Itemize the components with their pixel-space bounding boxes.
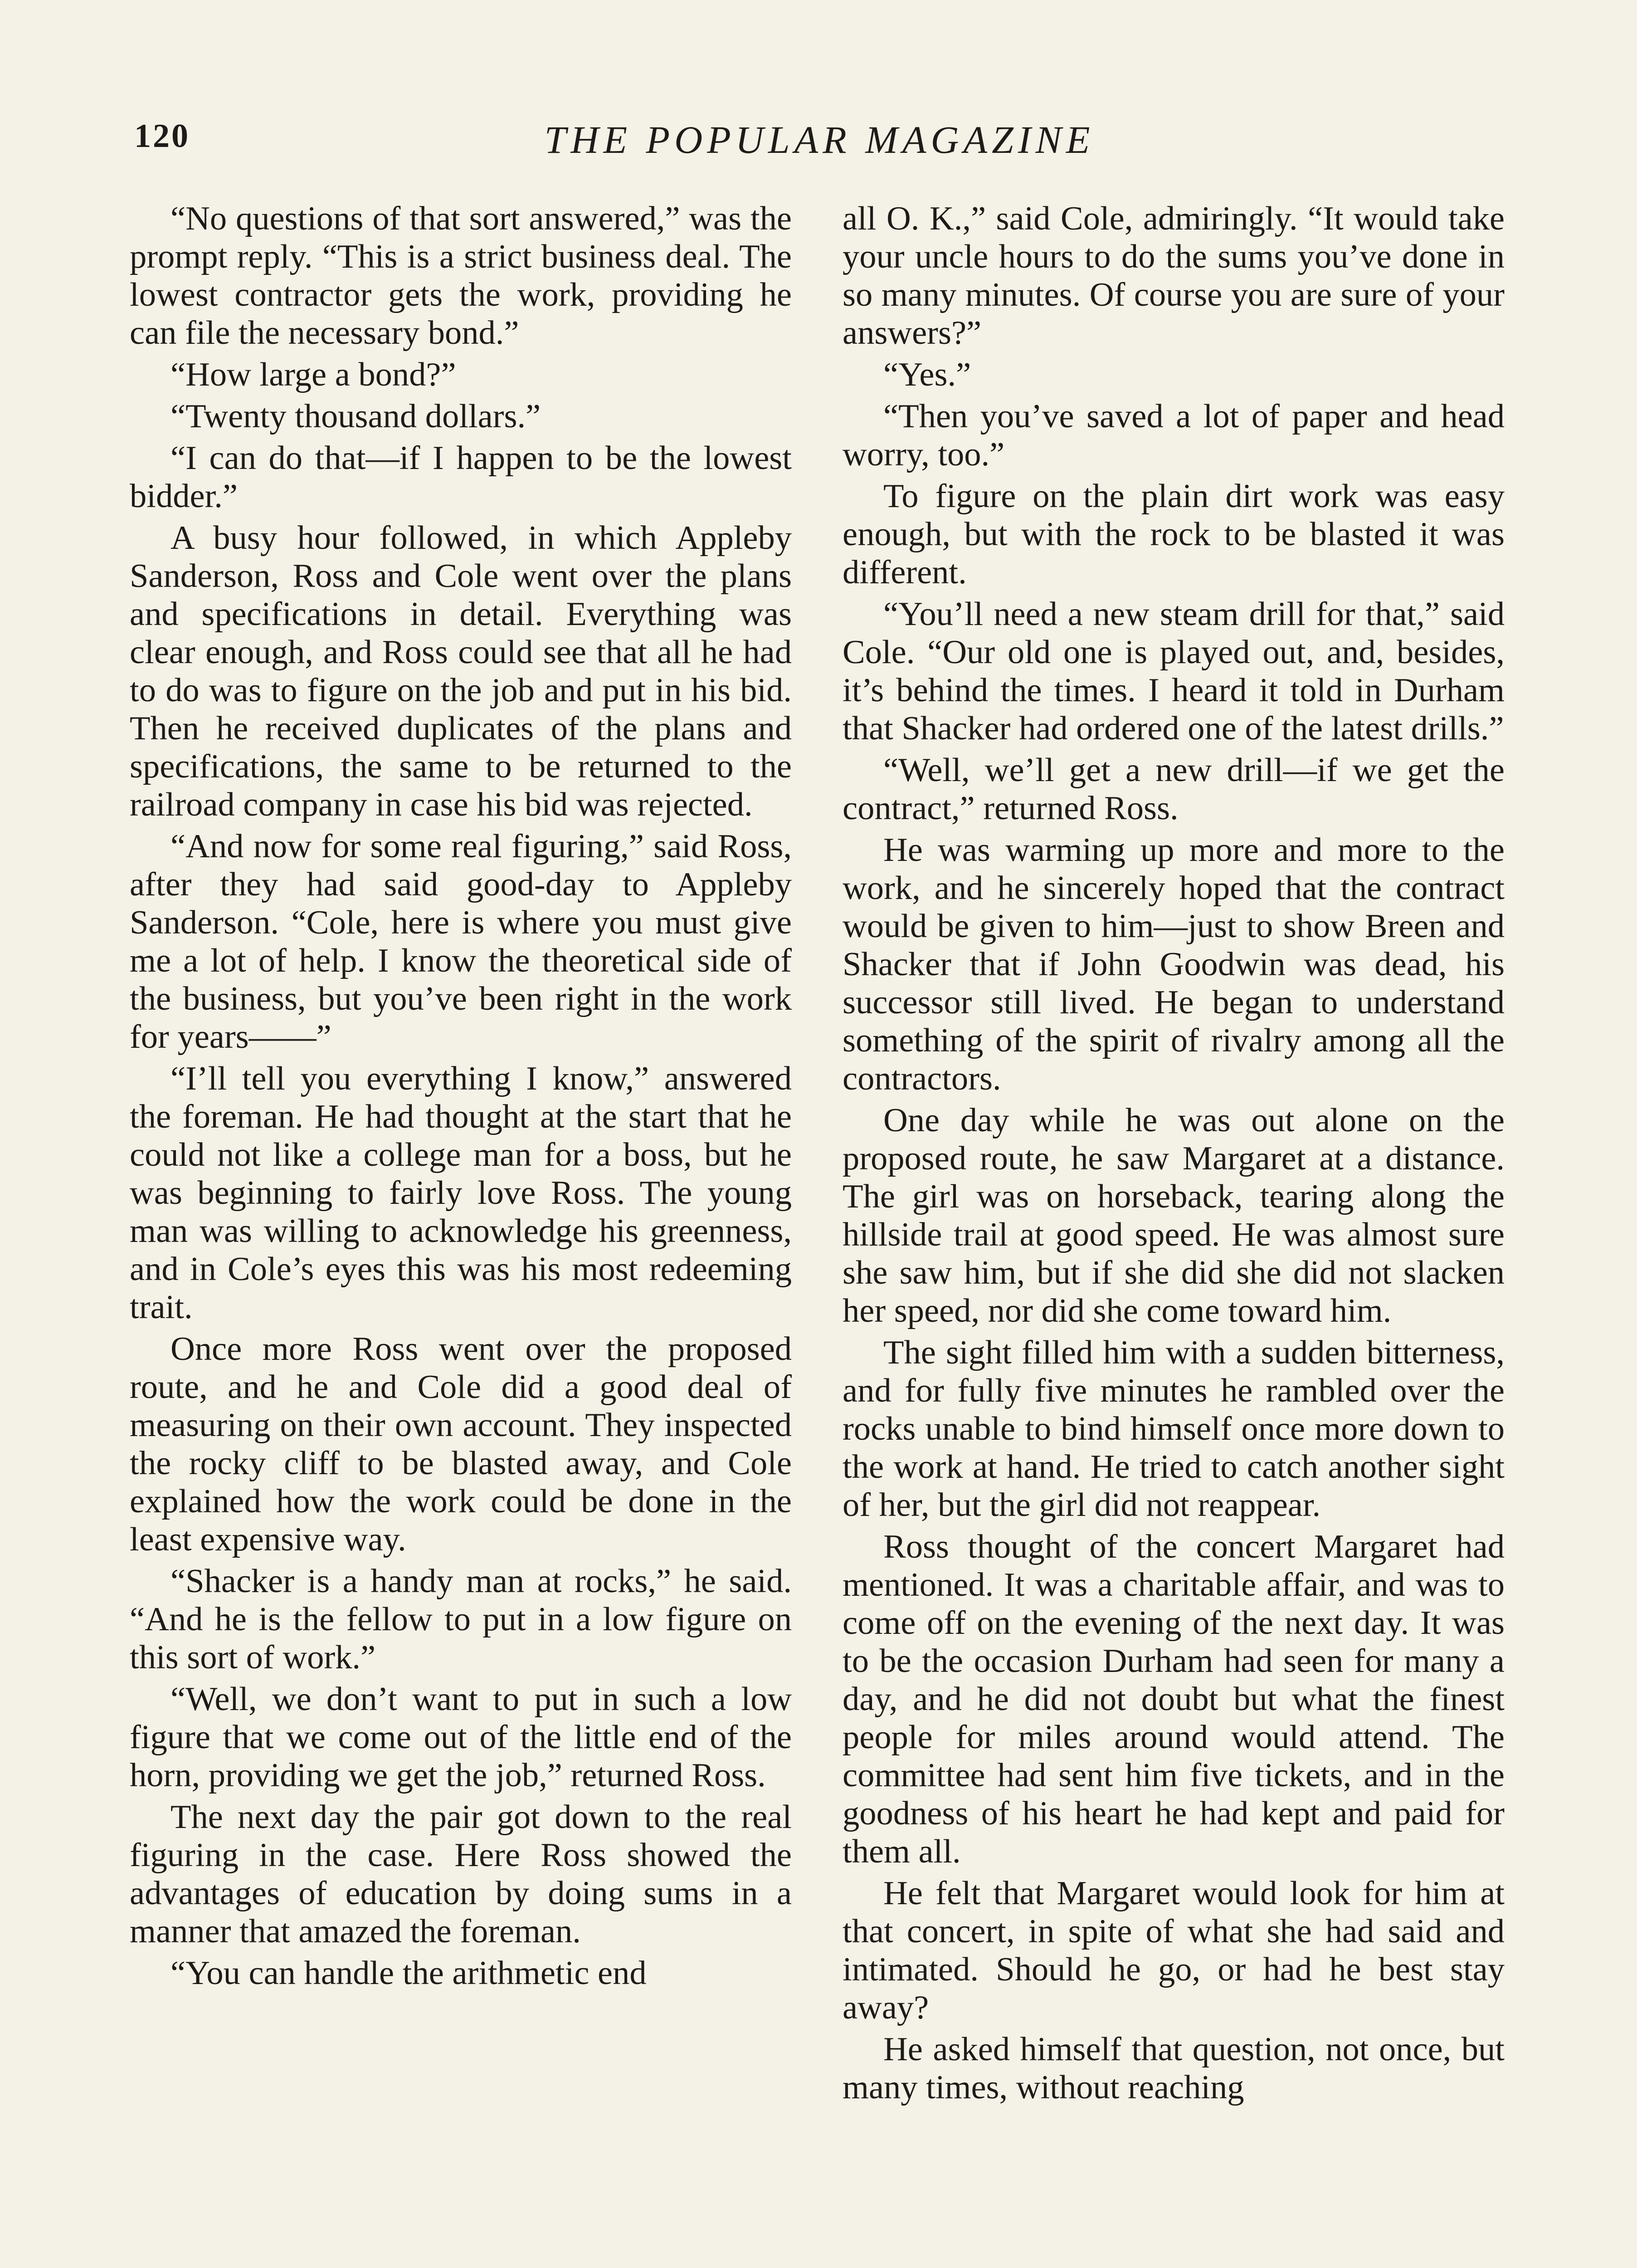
right-column xyxy=(843,200,1505,2110)
paragraph: “Well, we don’t want to put in such a low figure that we come out of the little end of the horn, providing we get the job,” returned Ross. xyxy=(130,1681,792,1794)
paragraph: “Twenty thousand dollars.” xyxy=(171,398,541,435)
magazine-title: THE POPULAR MAGAZINE xyxy=(544,118,1095,161)
paragraph: “I can do that—if I happen to be the lowest bidder.” xyxy=(130,440,792,515)
paragraph: The sight filled him with a sudden bitterness, and for fully five minutes he rambled over the rocks unable to bind himself once more down to the work at hand. He tried to catch another sight of her, but the girl did not reappear. xyxy=(843,1334,1505,1524)
paragraph: A busy hour followed, in which Appleby Sanderson, Ross and Cole went over the plans and specifications in detail. Everything was clear enough, and Ross could see that all he had to do was to figure on the job and put in his bid. Then he received duplicates of the plans and specifications, the same to be returned to the railroad company in case his bid was rejected. xyxy=(130,519,792,823)
left-column xyxy=(130,200,792,1996)
paragraph: “Well, we’ll get a new drill—if we get the contract,” returned Ross. xyxy=(843,752,1505,827)
paragraph-continued: all O. K.,” said Cole, admiringly. “It would take your uncle hours to do the sums you’ve done in so many minutes. Of course you are sure of your answers?” xyxy=(843,200,1505,352)
page-header xyxy=(134,117,1505,167)
paragraph: “Shacker is a handy man at rocks,” he said. “And he is the fellow to put in a low figure on this sort of work.” xyxy=(130,1563,792,1676)
paragraph: “Yes.” xyxy=(883,356,971,393)
paragraph: “I’ll tell you everything I know,” answered the foreman. He had thought at the start that he could not like a college man for a boss, but he was beginning to fairly love Ross. The young man was willing to acknowledge his greenness, and in Cole’s eyes this was his most redeeming trait. xyxy=(130,1060,792,1326)
paragraph: Ross thought of the concert Margaret had mentioned. It was a charitable affair, and was to come off on the evening of the next day. It was to be the occasion Durham had seen for many a day, and he did not doubt but what the finest people for miles around would attend. The committee had sent him five tickets, and in the goodness of his heart he had kept and paid for them all. xyxy=(843,1528,1505,1870)
page-number: 120 xyxy=(134,117,190,155)
paragraph: He felt that Margaret would look for him at that concert, in spite of what she had said and intimated. Should he go, or had he best stay away? xyxy=(843,1875,1505,2026)
paragraph: He asked himself that question, not once, but many times, without reaching xyxy=(843,2031,1505,2106)
paragraph: “Then you’ve saved a lot of paper and head worry, too.” xyxy=(843,398,1505,473)
paragraph: The next day the pair got down to the real figuring in the case. Here Ross showed the advantages of education by doing sums in a manner that amazed the foreman. xyxy=(130,1799,792,1950)
paragraph: To figure on the plain dirt work was easy enough, but with the rock to be blasted it was different. xyxy=(843,478,1505,591)
paragraph: One day while he was out alone on the proposed route, he saw Margaret at a distance. The girl was on horseback, tearing along the hillside trail at good speed. He was almost sure she saw him, but if she did she did not slacken her speed, nor did she come toward him. xyxy=(843,1102,1505,1330)
paragraph: “You’ll need a new steam drill for that,” said Cole. “Our old one is played out, and, besides, it’s behind the times. I heard it told in Durham that Shacker had ordered one of the latest drills.” xyxy=(843,596,1505,747)
paragraph: Once more Ross went over the proposed route, and he and Cole did a good deal of measuring on their own account. They inspected the rocky cliff to be blasted away, and Cole explained how the work could be done in the least expensive way. xyxy=(130,1330,792,1558)
paragraph: He was warming up more and more to the work, and he sincerely hoped that the contract would be given to him—just to show Breen and Shacker that if John Goodwin was dead, his successor still lived. He began to understand something of the spirit of rivalry among all the contractors. xyxy=(843,831,1505,1097)
paragraph: “And now for some real figuring,” said Ross, after they had said good-day to Appleby Sanderson. “Cole, here is where you must give me a lot of help. I know the theoretical side of the business, but you’ve been right in the work for years——” xyxy=(130,828,792,1056)
paragraph: “You can handle the arithmetic end xyxy=(171,1955,647,1992)
paragraph: “How large a bond?” xyxy=(171,356,456,393)
paragraph: “No questions of that sort answered,” was the prompt reply. “This is a strict business deal. The lowest contractor gets the work, providing he can file the necessary bond.” xyxy=(130,200,792,352)
